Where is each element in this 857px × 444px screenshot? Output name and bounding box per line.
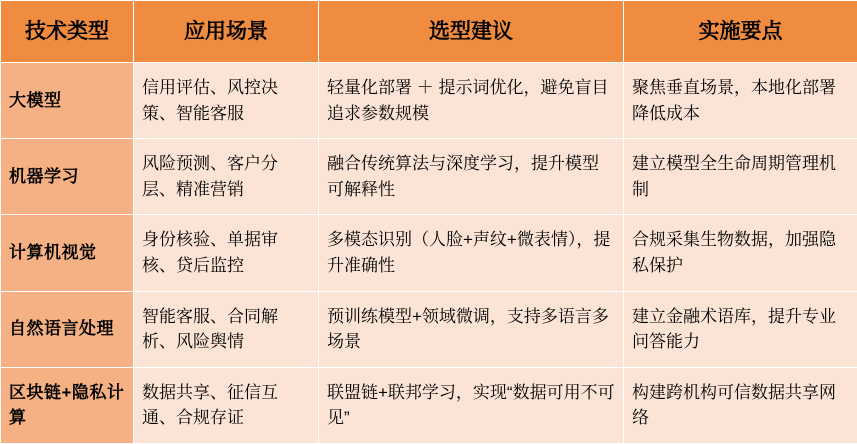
- cell-selection-advice: 融合传统算法与深度学习，提升模型可解释性: [319, 139, 624, 215]
- cell-implementation-points: 合规采集生物数据，加强隐私保护: [624, 215, 857, 291]
- cell-implementation-points: 构建跨机构可信数据共享网络: [624, 367, 857, 443]
- table-row: [1, 139, 857, 215]
- cell-application-scenario: 风险预测、客户分层、精准营销: [134, 139, 319, 215]
- cell-application-scenario: 身份核验、单据审核、贷后监控: [134, 215, 319, 291]
- cell-application-scenario: 智能客服、合同解析、风险舆情: [134, 291, 319, 367]
- table-row: [1, 63, 857, 139]
- column-header-technology-type: 技术类型: [1, 1, 134, 63]
- header-row: [1, 1, 857, 63]
- row-header-technology-type: 自然语言处理: [1, 291, 134, 367]
- table-body: [1, 63, 857, 444]
- row-header-technology-type: 区块链+隐私计算: [1, 367, 134, 443]
- row-header-technology-type: 机器学习: [1, 139, 134, 215]
- column-header-implementation-points: 实施要点: [624, 1, 857, 63]
- cell-selection-advice: 多模态识别（人脸+声纹+微表情），提升准确性: [319, 215, 624, 291]
- cell-implementation-points: 聚焦垂直场景，本地化部署降低成本: [624, 63, 857, 139]
- table-row: [1, 367, 857, 443]
- cell-application-scenario: 信用评估、风控决策、智能客服: [134, 63, 319, 139]
- table-header: [1, 1, 857, 63]
- table-row: [1, 215, 857, 291]
- row-header-technology-type: 大模型: [1, 63, 134, 139]
- cell-selection-advice: 预训练模型+领域微调，支持多语言多场景: [319, 291, 624, 367]
- cell-selection-advice: 联盟链+联邦学习，实现“数据可用不可见”: [319, 367, 624, 443]
- column-header-selection-advice: 选型建议: [319, 1, 624, 63]
- cell-implementation-points: 建立模型全生命周期管理机制: [624, 139, 857, 215]
- column-header-application-scenario: 应用场景: [134, 1, 319, 63]
- cell-selection-advice: 轻量化部署 ＋ 提示词优化，避免盲目追求参数规模: [319, 63, 624, 139]
- cell-implementation-points: 建立金融术语库，提升专业问答能力: [624, 291, 857, 367]
- row-header-technology-type: 计算机视觉: [1, 215, 134, 291]
- cell-application-scenario: 数据共享、征信互通、合规存证: [134, 367, 319, 443]
- table-row: [1, 291, 857, 367]
